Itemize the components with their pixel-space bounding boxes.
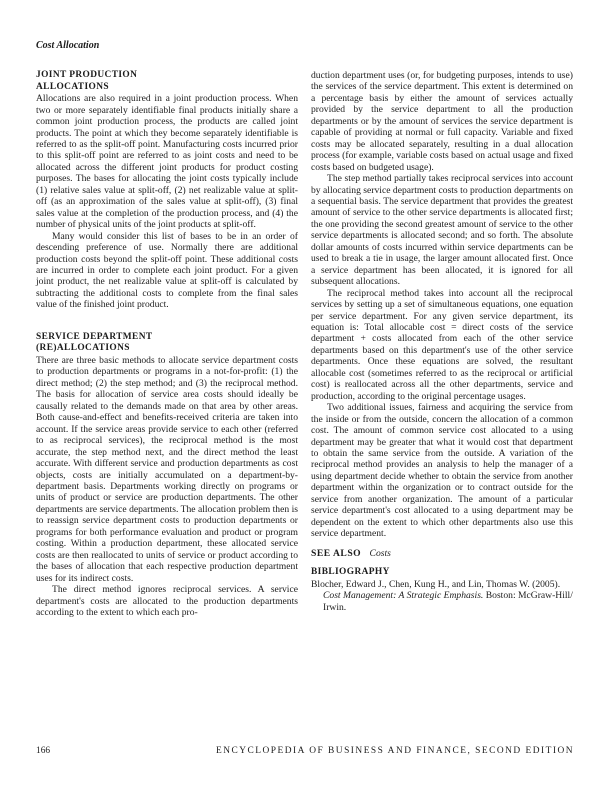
paragraph: The reciprocal method takes into account all the reciprocal services by setting up a set of simultaneous equations, one equation per service department. For any given service department, its equation is: Total allocable cost = direct costs of the service department + costs allocated from each of the other service departments based on this department's use of the other service departments. Once these equations are solved, the resultant allocable cost (sometimes referred to as the reciprocal or artificial cost) is reallocated across all the other departments, service and production, according to the original percentage usages. — [311, 287, 573, 402]
paragraph: Many would consider this list of bases to be in an order of descending preference of use. Normally there are additional production costs beyond the split-off point. These additional costs are incurred in order to complete each joint product. For a given joint product, the net realizable value at split-off is calculated by subtracting the additional costs to complete from the final sales value of the finished joint product. — [36, 230, 298, 311]
paragraph: The step method partially takes reciprocal services into account by allocating service department costs to production departments on a sequential basis. The service department that provides the greatest amount of service to the other service departments is allocated first; the one providing the second greatest amount of service to the other service departments is allocated second; and so forth. The absolute dollar amounts of costs incurred within service departments can be used to break a tie in usage, the larger amount allocated first. Once a service department has been allocated, it is ignored for all subsequent allocations. — [311, 173, 573, 288]
paragraph: duction department uses (or, for budgeting purposes, intends to use) the services of the service department. This extent is determined on a percentage basis by either the amount of services actually provided by the service department to all the production departments or by the amount of services the service department is capable of providing at normal or full capacity. Variable and fixed costs may be allocated separately, resulting in a dual allocation process (for example, variable costs based on actual usage and fixed costs based on budgeted usage). — [311, 70, 573, 173]
heading-line: ALLOCATIONS — [36, 81, 109, 92]
section-heading-service-department — [36, 332, 298, 355]
page-footer — [36, 746, 574, 756]
see-also-link[interactable]: Costs — [369, 547, 391, 559]
paragraph: The direct method ignores reciprocal services. A service department's costs are allocated to the production departments according to the extent to which each pro- — [36, 584, 298, 618]
heading-line: JOINT PRODUCTION — [36, 70, 138, 80]
right-column — [311, 70, 573, 613]
running-head: Cost Allocation — [36, 40, 100, 51]
book-title: ENCYCLOPEDIA OF BUSINESS AND FINANCE, SECOND EDITION — [216, 746, 574, 756]
see-also-label: SEE ALSO — [311, 547, 362, 559]
paragraph: Allocations are also required in a joint production process. When two or more separately identifiable final products initially share a common joint production process, the products are called joint products. The point at which they become separately identifiable is referred to as the split-off point. Manufacturing costs incurred prior to this split-off point are referred to as joint costs and need to be allocated across the different joint products for product costing purposes. The bases for allocating the joint costs typically include (1) relative sales value at split-off, (2) net realizable value at split-off (as an approximation of the sales value at split-off), (3) final sales value at the completion of the production process, and (4) the number of physical units of the joint products at split-off. — [36, 93, 298, 231]
bibliography-entry — [311, 579, 573, 613]
bib-title: Cost Management: A Strategic Emphasis. — [323, 590, 484, 602]
paragraph: Two additional issues, fairness and acquiring the service from the inside or from the outside, concern the allocation of a common cost. The amount of common service cost allocated to a using department may be greater that what it would cost that department to obtain the same service from the outside. A variation of the reciprocal method provides an analysis to help the manager of a using department decide whether to obtain the service from another department within the organization or to contract outside for the service from another organization. The amount of a particular service department's cost allocated to a using department may be dependent on the extent to which other departments also use this service department. — [311, 402, 573, 540]
left-column — [36, 70, 298, 618]
bib-authors: Blocher, Edward J., Chen, Kung H., and Lin, Thomas W. (2005). — [311, 578, 561, 590]
page-number: 166 — [36, 746, 51, 756]
see-also — [311, 548, 573, 559]
section-heading-joint-production — [36, 70, 298, 93]
paragraph: There are three basic methods to allocate service department costs to production departments or programs in a not-for-profit: (1) the direct method; (2) the step method; and (3) the reciprocal method. The basis for allocation of service area costs should ideally be causally related to the demands made on that area by other areas. Both cause-and-effect and benefits-received criteria are taken into account. If the service areas provide service to each other (referred to as reciprocal services), the reciprocal method is the most accurate, the step method next, and the direct method the least accurate. With different service and production departments as cost objects, costs are initially accumulated on a department-by-department basis. Departments working directly on programs or units of product or service are production departments. The other departments are service departments. The allocation problem then is to reassign service department costs to production departments or programs for both performance evaluation and product or program costing. Within a production department, these allocated service costs are then reallocated to units of service or product according to the bases of allocation that each respective production department uses for its indirect costs. — [36, 354, 298, 584]
bib-publisher: Boston: McGraw-Hill/ Irwin. — [323, 590, 573, 613]
heading-line: (RE)ALLOCATIONS — [36, 343, 130, 354]
bibliography-heading: BIBLIOGRAPHY — [311, 567, 390, 578]
heading-line: SERVICE DEPARTMENT — [36, 331, 153, 342]
